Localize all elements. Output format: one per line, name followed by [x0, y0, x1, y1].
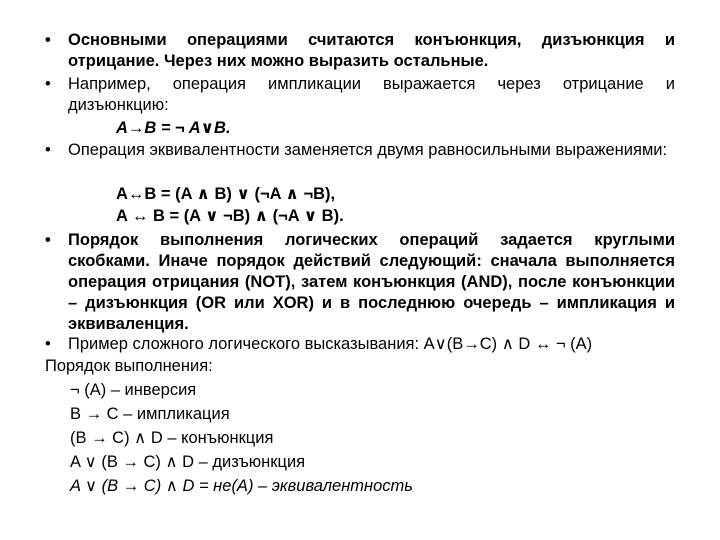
- step-implication: B → C – импликация: [70, 405, 230, 423]
- bullet-example: [45, 334, 675, 355]
- bullet-equivalence: [45, 140, 675, 161]
- bullet-text: Операция эквивалентности заменяется двумя равносильными выражениями:: [68, 141, 668, 159]
- bullet-dot: •: [45, 335, 51, 353]
- order-heading: Порядок выполнения:: [45, 357, 213, 375]
- bullet-dot: •: [45, 231, 51, 249]
- bullet-dot: •: [45, 141, 51, 159]
- step-conjunction: (B → C) ∧ D – конъюнкция: [70, 429, 274, 447]
- step-equivalence: A ∨ (B → C) ∧ D = не(A) – эквивалентность: [70, 477, 413, 495]
- bullet-text: Основными операциями считаются конъюнкция, дизъюнкция и отрицание. Через них можно выразить остальные.: [68, 31, 675, 70]
- formula-equivalence-1: A↔B = (A ∧ B) ∨ (¬A ∧ ¬B),: [116, 185, 336, 203]
- step-inversion: ¬ (А) – инверсия: [70, 381, 197, 399]
- step-disjunction: A ∨ (B → C) ∧ D – дизъюнкция: [70, 453, 306, 471]
- bullet-basic-operations: [45, 30, 675, 72]
- formula-implication: A→B = ¬ A∨B.: [116, 119, 231, 137]
- bullet-text: Порядок выполнения логических операций задается круглыми скобками. Иначе порядок действий следующий: сначала выполняется операция отрицания (NOT), затем конъюнкция (AND), после конъюнкции – дизъюнкция (OR или XOR) и в последнюю очередь – импликация и эквиваленция.: [68, 231, 675, 333]
- bullet-dot: •: [45, 75, 51, 93]
- bullet-implication: [45, 74, 675, 116]
- bullet-text: Например, операция импликации выражается через отрицание и дизъюнкцию:: [68, 75, 675, 114]
- bullet-text: Пример сложного логического высказывания: A∨(B→C) ∧ D ↔ ¬ (A): [68, 335, 593, 353]
- bullet-dot: •: [45, 31, 51, 49]
- bullet-order: [45, 230, 675, 335]
- formula-equivalence-2: A ↔ B = (A ∨ ¬B) ∧ (¬A ∨ B).: [116, 207, 344, 225]
